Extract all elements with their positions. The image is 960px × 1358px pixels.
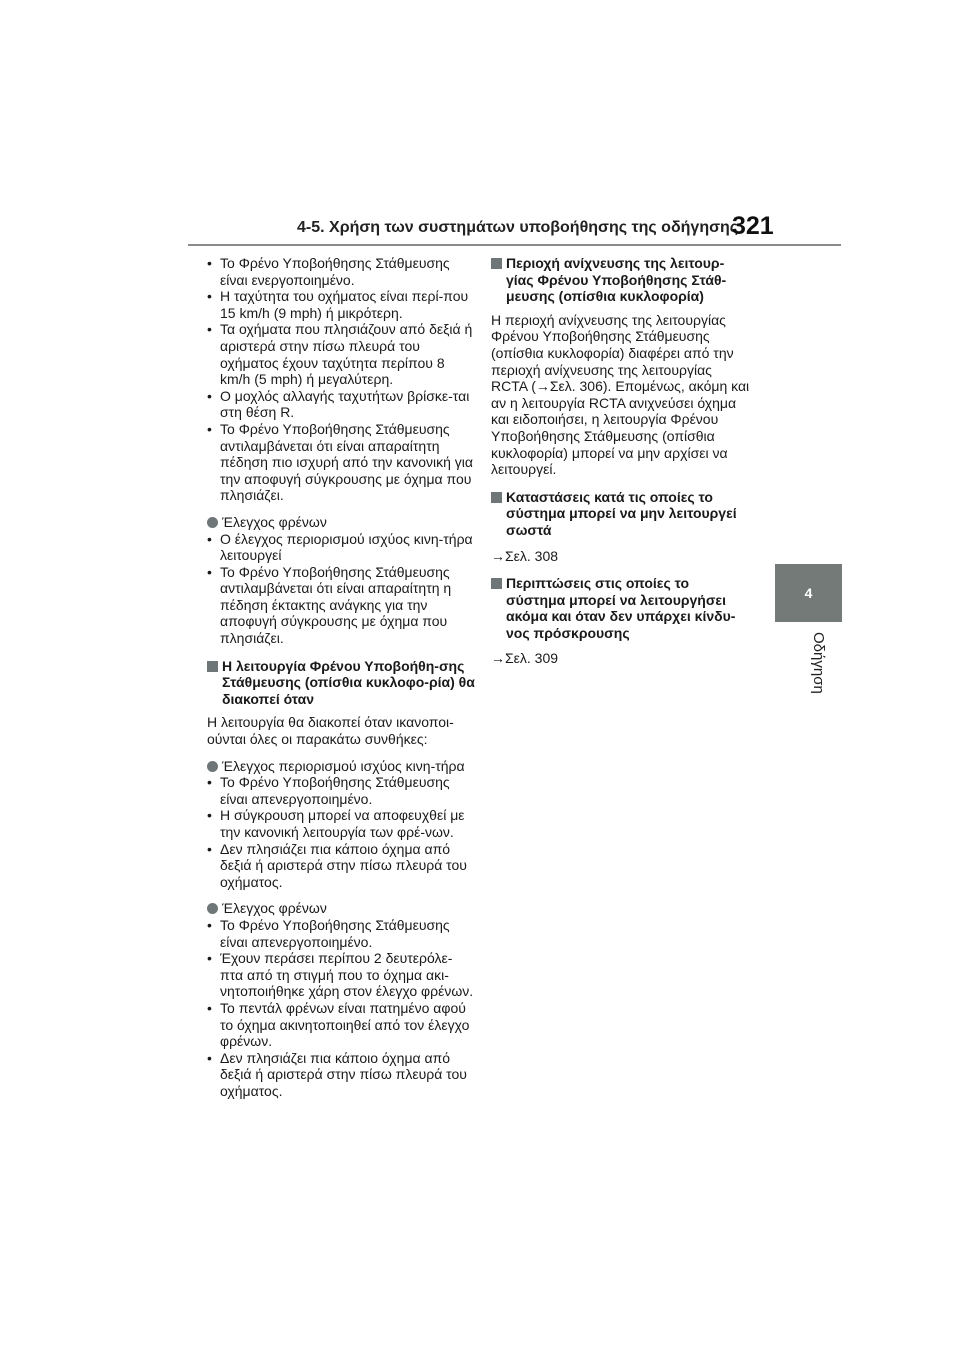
circle-bullet-icon — [207, 761, 218, 772]
list-item: • Το Φρένο Υποβοήθησης Στάθμευσης αντιλαμβάνεται ότι είναι απαραίτητη πέδηση πιο ισχυρή από την κανονική για την αποφυγή σύγκρουσης με όχημα που πλησιάζει. — [207, 420, 473, 504]
list-item: • Τα οχήματα που πλησιάζουν από δεξιά ή αριστερά στην πίσω πλευρά του οχήματος έχουν ταχύτητα περίπου 8 km/h (5 mph) ή μεγαλύτερη. — [207, 321, 473, 388]
page-reference: →Σελ. 309 — [491, 650, 559, 667]
list-item: • Ο μοχλός αλλαγής ταχυτήτων βρίσκε-ται στη θέση R. — [207, 387, 470, 421]
intro-list — [207, 255, 475, 504]
square-bullet-icon — [491, 258, 502, 269]
list-item: • Ο έλεγχος περιορισμού ισχύος κινη-τήρα λειτουργεί — [207, 530, 473, 564]
heading-may-work: Περιπτώσεις στις οποίες το σύστημα μπορεί να λειτουργήσει ακόμα και όταν δεν υπάρχει κίνδυ-νος πρόσκρουσης — [491, 575, 751, 641]
circle-bullet-icon — [207, 517, 218, 528]
heading-detection-area: Περιοχή ανίχνευσης της λειτουρ-γίας Φρένου Υποβοήθησης Στάθ-μευσης (οπίσθια κυκλοφορία) — [491, 255, 751, 305]
subheading-brake-control-2: Έλεγχος φρένων — [207, 900, 475, 917]
paragraph: Η λειτουργία θα διακοπεί όταν ικανοποι-ούνται όλες οι παρακάτω συνθήκες: — [207, 714, 454, 748]
chapter-tab: 4 — [775, 564, 842, 622]
list-item: • Έχουν περάσει περίπου 2 δευτερόλε-πτα από τη στιγμή που το όχημα ακι-νητοποιήθηκε χάρη στον έλεγχο φρένων. — [207, 950, 474, 1000]
left-column — [207, 255, 475, 1100]
subheading-brake-control: Έλεγχος φρένων — [207, 514, 475, 531]
list-item: • Το Φρένο Υποβοήθησης Στάθμευσης αντιλαμβάνεται ότι είναι απαραίτητη η πέδηση έκτακτης ανάγκης για την αποφυγή σύγκρουσης με όχημα που πλησιάζει. — [207, 563, 452, 647]
list-item: • Η σύγκρουση μπορεί να αποφευχθεί με την κανονική λειτουργία των φρέ-νων. — [207, 807, 465, 840]
right-column — [491, 255, 751, 667]
list-item: • Δεν πλησιάζει πια κάποιο όχημα από δεξιά ή αριστερά στην πίσω πλευρά του οχήματος. — [207, 1049, 467, 1099]
page-reference: →Σελ. 308 — [491, 547, 559, 564]
chapter-label: Οδήγηση — [810, 632, 827, 694]
paragraph: Η περιοχή ανίχνευσης της λειτουργίας Φρένου Υποβοήθησης Στάθμευσης (οπίσθια κυκλοφορία) διαφέρει από την περιοχή ανίχνευσης της λειτουργίας RCTA (→Σελ. 306). Επομένως, ακόμη και αν η λειτουργία RCTA ανιχνεύσει όχημα και ειδοποιήσει, η λειτουργία Φρένου Υποβοήθησης Στάθμευσης (οπίσθια κυκλοφορία) μπορεί να μην αρχίσει να λειτουργεί. — [491, 311, 750, 478]
header-rule — [188, 244, 841, 246]
heading-not-work: Καταστάσεις κατά τις οποίες το σύστημα μπορεί να μην λειτουργεί σωστά — [491, 489, 751, 539]
list-item: • Το πεντάλ φρένων είναι πατημένο αφού το όχημα ακινητοποιηθεί από τον έλεγχο φρένων. — [207, 999, 470, 1050]
square-bullet-icon — [207, 661, 218, 672]
list-item: • Το Φρένο Υποβοήθησης Στάθμευσης είναι απενεργοποιημένο. — [207, 774, 450, 807]
list-item: • Το Φρένο Υποβοήθησης Στάθμευσης είναι ενεργοποιημένο. — [207, 255, 450, 288]
list-item: • Δεν πλησιάζει πια κάποιο όχημα από δεξιά ή αριστερά στην πίσω πλευρά του οχήματος. — [207, 840, 467, 890]
heading-cancel: Η λειτουργία Φρένου Υποβοήθη-σης Στάθμευσης (οπίσθια κυκλοφο-ρία) θα διακοπεί όταν — [207, 658, 475, 708]
list-item: • Η ταχύτητα του οχήματος είναι περί-που 15 km/h (9 mph) ή μικρότερη. — [207, 288, 469, 321]
subheading-power-limit: Έλεγχος περιορισμού ισχύος κινη-τήρα — [207, 758, 475, 775]
circle-bullet-icon — [207, 903, 218, 914]
section-title: 4-5. Χρήση των συστημάτων υποβοήθησης της οδήγησης — [297, 219, 739, 236]
list-item: • Το Φρένο Υποβοήθησης Στάθμευσης είναι απενεργοποιημένο. — [207, 916, 450, 950]
square-bullet-icon — [491, 578, 502, 589]
page-number: 321 — [732, 212, 774, 240]
square-bullet-icon — [491, 492, 502, 503]
